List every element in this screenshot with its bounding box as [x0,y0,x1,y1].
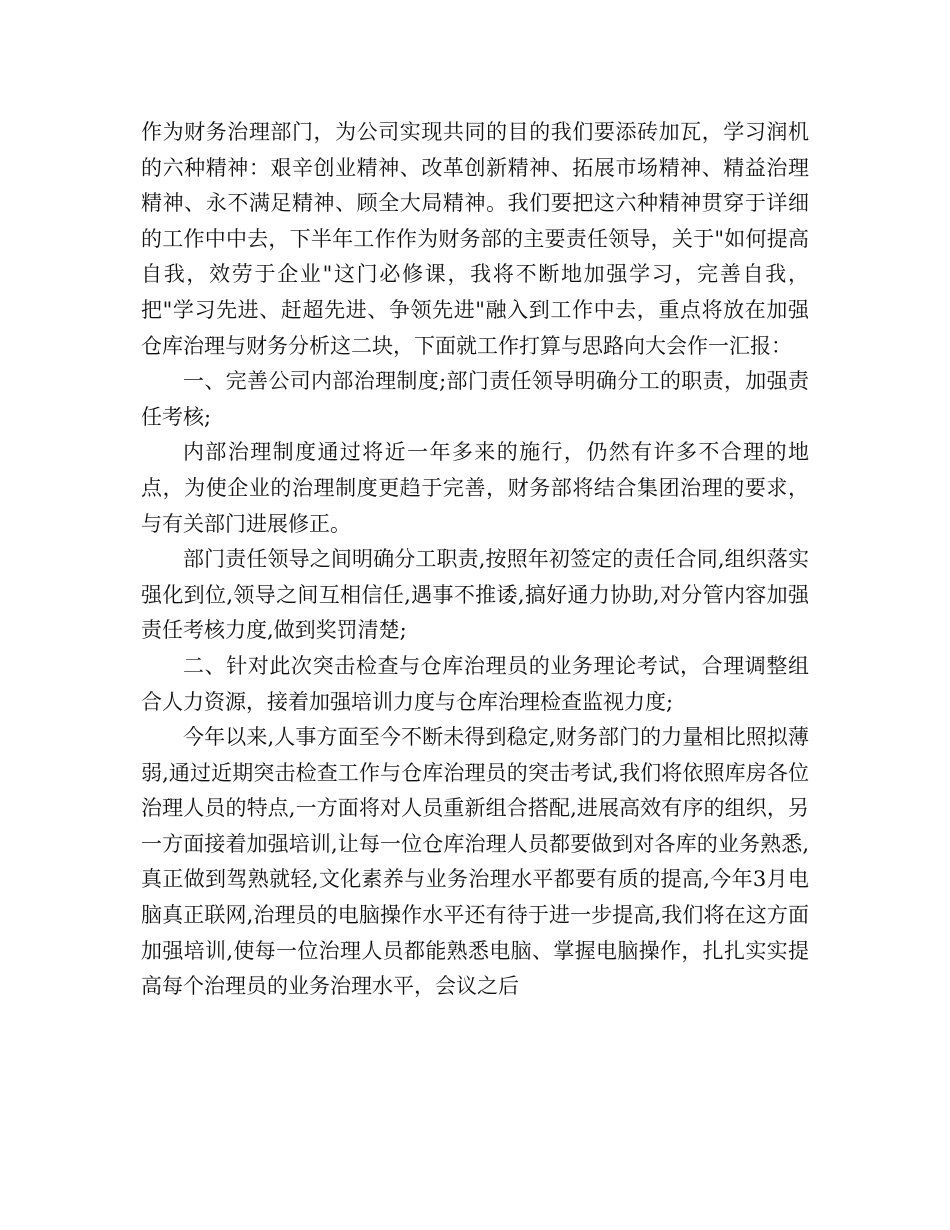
paragraph-responsibility: 部门责任领导之间明确分工职责,按照年初签定的责任合同,组织落实强化到位,领导之间互相信任,遇事不推诿,搞好通力协助,对分管内容加强责任考核力度,做到奖罚清楚; [141,547,809,643]
paragraph-section-one-heading: 一、完善公司内部治理制度;部门责任领导明确分工的职责，加强责任考核; [141,369,809,429]
paragraph-section-two-heading: 二、针对此次突击检查与仓库治理员的业务理论考试，合理调整组合人力资源，接着加强培训力度与仓库治理检查监视力度; [141,653,809,714]
paragraph-intro: 作为财务治理部门，为公司实现共同的目的我们要添砖加瓦，学习润机的六种精神：艰辛创业精神、改革创新精神、拓展市场精神、精益治理精神、永不满足精神、顾全大局精神。我们要把这六种精神贯穿于详细的工作中中去，下半年工作作为财务部的主要责任领导，关于"如何提高自我，效劳于企业"这门必修课，我将不断地加强学习，完善自我，把"学习先进、赶超先进、争领先进"融入到工作中去，重点将放在加强仓库治理与财务分析这二块，下面就工作打算与思路向大会作一汇报： [141,120,809,358]
paragraph-internal-rules: 内部治理制度通过将近一年多来的施行，仍然有许多不合理的地点，为使企业的治理制度更趋于完善，财务部将结合集团治理的要求，与有关部门进展修正。 [141,440,809,536]
paragraph-training: 今年以来,人事方面至今不断未得到稳定,财务部门的力量相比照拟薄弱,通过近期突击检查工作与仓库治理员的突击考试,我们将依照库房各位治理人员的特点,一方面将对人员重新组合搭配,进展高效有序的组织，另一方面接着加强培训,让每一位仓库治理人员都要做到对各库的业务熟悉,真正做到驾熟就轻,文化素养与业务治理水平都要有质的提高,今年3月电脑真正联网,治理员的电脑操作水平还有待于进一步提高,我们将在这方面加强培训,使每一位治理人员都能熟悉电脑、掌握电脑操作，扎扎实实提高每个治理员的业务治理水平，会议之后 [141,725,809,999]
document-body [141,115,809,1005]
